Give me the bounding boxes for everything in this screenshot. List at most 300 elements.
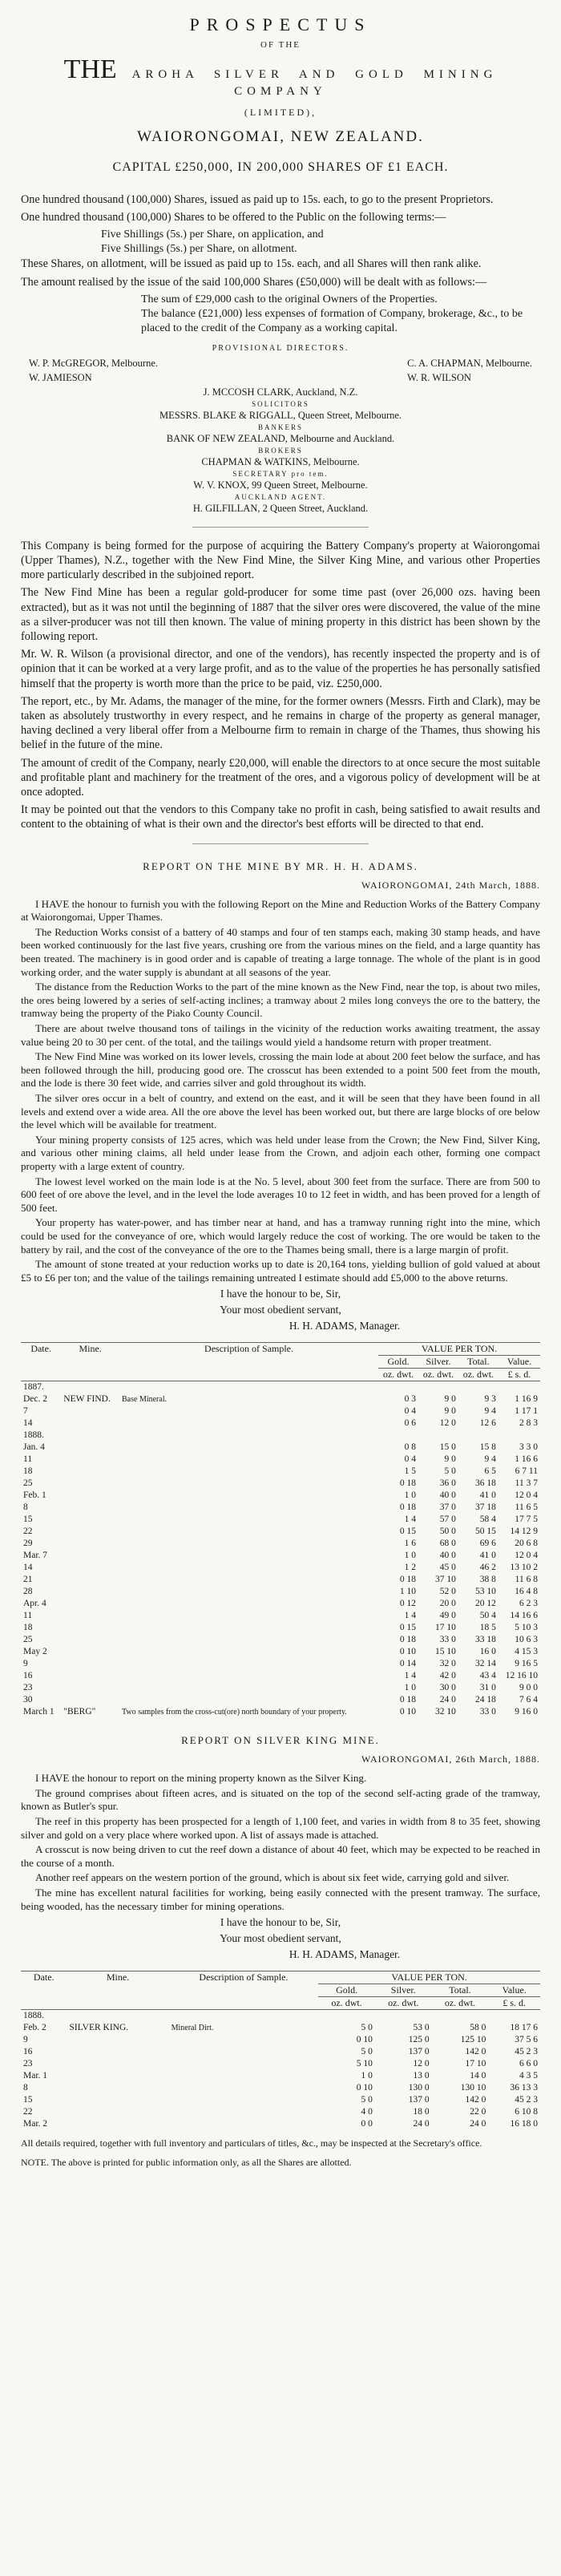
directors-right	[407, 356, 532, 385]
body-paragraph: The report, etc., by Mr. Adams, the manager of the mine, for the former owners (Messrs. Firth and Clark), may be taken as absolutely trustworthy in every respect, and he remains in charge of the property as general manager, having declined a very liberal offer from a Melbourne firm to remain in charge of the Thames, thus showing his belief in the future of the mine.	[21, 694, 540, 752]
table-cell: May 2	[23, 1647, 47, 1657]
table-cell: 45 0	[439, 1563, 456, 1573]
table-cell	[119, 1514, 378, 1526]
offer-paragraph: One hundred thousand (100,000) Shares, issued as paid up to 15s. each, to go to the present Proprietors.	[21, 193, 494, 206]
unit-label: £ s. d.	[502, 1997, 526, 2009]
report-paragraph: The lowest level worked on the main lode is at the No. 5 level, about 300 feet from the surface. There are from 500 to 600 feet of ore above the level, and in the level the lode averages 10 to 12 feet in width, and has been proved for a length of 500 feet.	[21, 1175, 540, 1214]
table-cell	[119, 1598, 378, 1610]
table-cell: 0 18	[399, 1575, 416, 1585]
table-cell: 16 18 0	[510, 2119, 538, 2129]
signature: H. H. ADAMS, Manager.	[289, 1948, 401, 1961]
table-cell	[119, 1466, 378, 1478]
table-cell: 1 16 9	[515, 1394, 538, 1405]
table-cell: 1887.	[23, 1382, 44, 1393]
column-header: Total.	[467, 1356, 490, 1368]
table-cell: 40 0	[439, 1490, 456, 1501]
table-cell: 5 10 3	[515, 1623, 538, 1633]
table-cell: 142 0	[465, 2095, 486, 2105]
table-cell	[61, 1610, 119, 1622]
table-cell: 9	[23, 1659, 28, 1669]
table-cell: 30	[23, 1695, 33, 1705]
table-cell	[119, 1622, 378, 1634]
table-cell	[119, 1670, 378, 1682]
table-cell: 1 6	[404, 1539, 416, 1549]
table-row	[21, 1466, 540, 1478]
table-cell: 45 2 3	[515, 2047, 538, 2057]
directors-heading: PROVISIONAL DIRECTORS.	[212, 343, 349, 353]
table-cell: 24 0	[439, 1695, 456, 1705]
table-cell: 16	[23, 2047, 33, 2057]
table-cell: 4 15 3	[515, 1647, 538, 1657]
table-cell: 0 6	[404, 1418, 416, 1429]
table-cell: 22	[23, 1527, 33, 1537]
directors-list	[21, 356, 540, 385]
solicitors-name: MESSRS. BLAKE & RIGGALL, Queen Street, Melbourne.	[159, 409, 402, 421]
table-cell	[61, 1454, 119, 1466]
table-cell	[169, 2106, 319, 2118]
table-cell: 20 6 8	[515, 1539, 538, 1549]
table-cell: 37 0	[439, 1502, 456, 1513]
offer-paragraph: One hundred thousand (100,000) Shares to be offered to the Public on the following terms:—	[21, 211, 446, 224]
table-cell	[61, 1381, 119, 1394]
table-row	[21, 1706, 540, 1718]
table-cell: Dec. 2	[23, 1394, 48, 1405]
table-cell	[61, 1538, 119, 1550]
table-row	[21, 1454, 540, 1466]
table-cell: 50 15	[474, 1527, 496, 1537]
director-name: W. R. WILSON	[407, 371, 471, 383]
table-cell: 7 6 4	[519, 1695, 538, 1705]
table-cell: 30 0	[439, 1683, 456, 1693]
table-cell	[119, 1574, 378, 1586]
table-cell	[119, 1586, 378, 1598]
report-paragraph: Another reef appears on the western portion of the ground, which is about six feet wide, carrying gold and silver.	[35, 1871, 510, 1884]
table-cell	[318, 2010, 375, 2023]
table-cell: 10 6 3	[515, 1635, 538, 1645]
table-cell: 7	[23, 1406, 28, 1417]
table-row	[21, 1442, 540, 1454]
table-row	[21, 1574, 540, 1586]
table-cell	[61, 1502, 119, 1514]
table-row	[21, 1670, 540, 1682]
table-row	[21, 1514, 540, 1526]
report-date: WAIORONGOMAI, 26th March, 1888.	[361, 1753, 540, 1765]
unit-label: oz. dwt.	[422, 1369, 454, 1381]
table-cell	[119, 1682, 378, 1694]
table-row	[21, 1694, 540, 1706]
table-cell: 15 0	[439, 1442, 456, 1453]
table-cell: 52 0	[439, 1587, 456, 1597]
table-cell: 12 0 4	[515, 1490, 538, 1501]
table-row	[21, 1550, 540, 1562]
table-cell: 9 3	[484, 1394, 496, 1405]
table-cell	[119, 1634, 378, 1646]
table-row	[21, 2094, 540, 2106]
table-cell	[61, 1466, 119, 1478]
table-cell: Feb. 2	[23, 2023, 46, 2033]
report-paragraph: The mine has excellent natural facilities for working, being easily connected with the present tramway. The surface, being wooded, has the necessary timber for mining operations.	[21, 1887, 540, 1912]
table-cell: 49 0	[439, 1611, 456, 1621]
table-cell: 36 18	[474, 1478, 496, 1489]
table-cell	[119, 1490, 378, 1502]
table-cell: 14 12 9	[510, 1527, 538, 1537]
table-cell	[169, 2046, 319, 2058]
table-cell: 37 18	[474, 1502, 496, 1513]
table-cell: 0 10	[399, 1647, 416, 1657]
table-cell	[119, 1405, 378, 1417]
table-cell: 58 4	[479, 1514, 496, 1525]
table-cell: 17 10	[465, 2059, 486, 2069]
signature: H. H. ADAMS, Manager.	[289, 1320, 401, 1332]
table-cell: 12 6	[479, 1418, 496, 1429]
table-cell	[67, 2118, 168, 2130]
table-cell: 0 10	[356, 2083, 373, 2093]
report-heading: REPORT ON THE MINE BY MR. H. H. ADAMS.	[143, 859, 418, 872]
table-cell: 13 10 2	[510, 1563, 538, 1573]
table-cell: 11 6 5	[515, 1502, 538, 1513]
table-cell: 4 0	[361, 2107, 373, 2117]
table-cell	[169, 2070, 319, 2082]
offer-paragraph: The amount realised by the issue of the said 100,000 Shares (£50,000) will be dealt with as follows:—	[21, 275, 487, 289]
table-cell: 16 4 8	[515, 1587, 538, 1597]
table-cell: 18	[23, 1466, 33, 1477]
table-cell: 46 2	[479, 1563, 496, 1573]
table-cell: 36 13 3	[510, 2083, 538, 2093]
report-paragraph: I HAVE the honour to report on the mining property known as the Silver King.	[35, 1772, 367, 1785]
table-cell: 53 10	[474, 1587, 496, 1597]
brokers-label: BROKERS	[258, 446, 303, 455]
company-word: GOLD	[355, 68, 408, 81]
table-cell	[61, 1562, 119, 1574]
table-cell	[119, 1417, 378, 1430]
column-header: Value.	[507, 1356, 532, 1368]
table-cell	[119, 1442, 378, 1454]
table-cell	[61, 1442, 119, 1454]
table-cell	[169, 2094, 319, 2106]
report-paragraph: The reef in this property has been prospected for a length of 1,100 feet, and varies in width from 8 to 35 feet, showing silver and gold on a very place where worked upon. A list of assays made is attached.	[21, 1815, 540, 1841]
table-row	[21, 2010, 540, 2023]
table-cell: 22 0	[470, 2107, 486, 2117]
table-cell: 43 4	[479, 1671, 496, 1681]
table-cell: 15	[23, 2095, 33, 2105]
table-cell: 0 18	[399, 1695, 416, 1705]
report-paragraph: The silver ores occur in a belt of country, and extend on the east, and it will be seen that they have been found in all levels and extend over a wide area. All the ore above the level has been worked out, but there are large blocks of ore below the level which will be available for treatment.	[21, 1091, 540, 1131]
table-cell: 0 15	[399, 1623, 416, 1633]
table-row	[21, 1646, 540, 1658]
column-header: Description of Sample.	[204, 1343, 294, 1355]
table-cell: 8	[23, 2083, 28, 2093]
table-cell: 57 0	[439, 1514, 456, 1525]
assay-table-new-find	[21, 1342, 540, 1718]
table-cell	[119, 1502, 378, 1514]
director-name: W. P. McGREGOR, Melbourne.	[29, 357, 158, 369]
table-cell: 0 12	[399, 1599, 416, 1609]
table-cell: 16 0	[479, 1647, 496, 1657]
column-header: Mine.	[79, 1343, 102, 1355]
table-cell	[119, 1658, 378, 1670]
table-cell: 2 8 3	[519, 1418, 538, 1429]
table-cell: 16	[23, 1671, 33, 1681]
table-cell: 11	[23, 1611, 33, 1621]
table-cell: 24 18	[474, 1695, 496, 1705]
table-cell: 0 18	[399, 1635, 416, 1645]
table-cell: 0 14	[399, 1659, 416, 1669]
table-row	[21, 1478, 540, 1490]
body-paragraph: The New Find Mine has been a regular gold-producer for some time past (over 26,000 ozs. having been extracted), but as it was not until the beginning of 1887 that the silver ores were discovered, the value of the mine as a silver-producer was not till then known. The value of mining property in this district has been shown by the following report.	[21, 586, 540, 644]
table-row	[21, 1586, 540, 1598]
table-row	[21, 1682, 540, 1694]
table-cell: 45 2 3	[515, 2095, 538, 2105]
body-paragraph: This Company is being formed for the purpose of acquiring the Battery Company's property at Waiorongomai (Upper Thames), N.Z., together with the New Find Mine, the Silver King Mine, and various other Properties more particularly described in the subjoined report.	[21, 539, 540, 582]
table-cell	[67, 2046, 168, 2058]
table-cell	[488, 2010, 540, 2023]
table-row	[21, 2058, 540, 2070]
table-cell: 1 0	[404, 1551, 416, 1561]
unit-label: oz. dwt.	[331, 1997, 362, 2009]
table-cell: 23	[23, 1683, 33, 1693]
table-cell: 33 0	[479, 1707, 496, 1717]
unit-label: oz. dwt.	[444, 1997, 476, 2009]
table-cell	[119, 1454, 378, 1466]
table-cell	[119, 1538, 378, 1550]
table-cell	[61, 1682, 119, 1694]
table-cell: 0 4	[404, 1454, 416, 1465]
table-row	[21, 2070, 540, 2082]
table-cell: 12 16 10	[505, 1671, 538, 1681]
table-cell	[169, 2118, 319, 2130]
table-cell	[119, 1526, 378, 1538]
table-cell: 1 4	[404, 1514, 416, 1525]
table-cell	[119, 1381, 378, 1394]
table-cell: 9 0	[444, 1406, 456, 1417]
table-cell: 18 17 6	[510, 2023, 538, 2033]
table-cell: 1 4	[404, 1671, 416, 1681]
bankers-label: BANKERS	[257, 423, 303, 431]
table-cell: 130 0	[408, 2083, 430, 2093]
table-cell	[61, 1405, 119, 1417]
table-cell: 53 0	[413, 2023, 430, 2033]
table-cell: 137 0	[408, 2047, 430, 2057]
report-paragraph: I HAVE the honour to furnish you with the following Report on the Mine and Reduction Works of the Battery Company at Waiorongomai, Upper Thames.	[21, 897, 540, 924]
table-cell: 0 10	[356, 2035, 373, 2045]
table-cell: March 1	[23, 1707, 54, 1717]
secretary-label: SECRETARY pro tem.	[232, 469, 329, 478]
column-header: Date.	[30, 1343, 51, 1355]
report-paragraph: Your property has water-power, and has timber near at hand, and has a tramway running right into the mine, which could be used for the conveyance of ore, which would largely reduce the cost of working. The ore would be taken to the battery by rail, and the cost of the conveyance of the ore to the Thames being small, there is a large margin of profit.	[21, 1216, 540, 1256]
column-header: Gold.	[336, 1984, 358, 1996]
table-cell: 13 0	[413, 2071, 430, 2081]
sign-off: Your most obedient servant,	[220, 1304, 341, 1316]
director-name: C. A. CHAPMAN, Melbourne.	[407, 357, 532, 369]
unit-label: oz. dwt.	[462, 1369, 494, 1381]
report-heading: REPORT ON SILVER KING MINE.	[181, 1734, 380, 1747]
table-row	[21, 1430, 540, 1442]
table-row	[21, 2034, 540, 2046]
table-cell: 28	[23, 1587, 33, 1597]
table-cell: 1 2	[404, 1563, 416, 1573]
table-cell: 1 4	[404, 1611, 416, 1621]
table-cell: 9 4	[484, 1406, 496, 1417]
table-cell: 6 6 0	[519, 2059, 538, 2069]
table-cell: "BERG"	[63, 1707, 96, 1717]
table-cell	[458, 1381, 498, 1394]
table-cell: 31 0	[479, 1683, 496, 1693]
table-cell: 0 15	[399, 1527, 416, 1537]
directors-left	[29, 356, 158, 385]
table-cell: 21	[23, 1575, 33, 1585]
table-cell	[169, 2058, 319, 2070]
column-header: Value.	[502, 1984, 527, 1996]
column-header: Mine.	[106, 1971, 130, 1984]
unit-label: oz. dwt.	[382, 1369, 414, 1381]
company-name	[21, 55, 540, 99]
table-cell	[61, 1670, 119, 1682]
table-cell: 11 6 8	[515, 1575, 538, 1585]
table-cell: 9 4	[484, 1454, 496, 1465]
table-cell: 69 6	[479, 1539, 496, 1549]
table-cell	[119, 1562, 378, 1574]
brokers-name: CHAPMAN & WATKINS, Melbourne.	[201, 455, 360, 467]
table-cell: 11	[23, 1454, 33, 1465]
table-row	[21, 2022, 540, 2034]
table-cell: 20 12	[474, 1599, 496, 1609]
table-cell: 17 10	[435, 1623, 456, 1633]
table-cell: 1 0	[404, 1490, 416, 1501]
table-cell: Two samples from the cross-cut(ore) north boundary of your property.	[122, 1708, 347, 1717]
table-row	[21, 1405, 540, 1417]
bankers-name: BANK OF NEW ZEALAND, Melbourne and Auckland.	[166, 432, 395, 444]
table-cell: 1888.	[23, 2011, 44, 2021]
company-word: AND	[298, 68, 340, 81]
company-word: COMPANY	[234, 85, 327, 98]
table-cell: 20 0	[439, 1599, 456, 1609]
table-cell	[67, 2058, 168, 2070]
table-cell: Mar. 1	[23, 2071, 48, 2081]
table-cell: 9 16 5	[515, 1659, 538, 1669]
footer-paragraph: All details required, together with full inventory and particulars of titles, &c., may be inspected at the Secretary's office.	[21, 2137, 482, 2149]
offer-balance: The balance (£21,000) less expenses of formation of Company, brokerage, &c., to be placed to the credit of the Company as a working capital.	[141, 307, 523, 334]
group-header: VALUE PER TON.	[421, 1343, 498, 1355]
table-row	[21, 1634, 540, 1646]
offer-term: Five Shillings (5s.) per Share, on allotment.	[101, 243, 297, 256]
table-cell	[61, 1598, 119, 1610]
divider	[192, 843, 369, 844]
table-cell: 1 0	[361, 2071, 373, 2081]
table-cell: 33 0	[439, 1635, 456, 1645]
table-cell	[169, 2082, 319, 2094]
table-cell: 9 0 0	[519, 1683, 538, 1693]
table-cell	[61, 1417, 119, 1430]
table-cell	[61, 1658, 119, 1670]
auckland-agent-name: H. GILFILLAN, 2 Queen Street, Auckland.	[192, 502, 369, 514]
table-cell: 18 0	[413, 2107, 430, 2117]
table-cell	[61, 1574, 119, 1586]
table-cell: 12 0 4	[515, 1551, 538, 1561]
body-paragraph: Mr. W. R. Wilson (a provisional director, and one of the vendors), has recently inspected the property and is of opinion that it can be worked at a very large profit, and as to the value of the properties he has personally satisfied himself that the property is worth more than the price to be paid, viz. £250,000.	[21, 648, 540, 690]
table-cell: Base Mineral.	[122, 1395, 167, 1405]
table-cell: 68 0	[439, 1539, 456, 1549]
group-header: VALUE PER TON.	[391, 1971, 467, 1984]
table-cell: 5 0	[444, 1466, 456, 1477]
offer-sum: The sum of £29,000 cash to the original Owners of the Properties.	[141, 293, 438, 305]
table-row	[21, 1598, 540, 1610]
table-cell: 1 0	[404, 1683, 416, 1693]
table-cell: 41 0	[479, 1551, 496, 1561]
table-cell	[61, 1490, 119, 1502]
table-cell	[119, 1550, 378, 1562]
table-cell: 29	[23, 1539, 33, 1549]
table-cell: 22	[23, 2107, 33, 2117]
table-cell: 5 10	[356, 2059, 373, 2069]
table-row	[21, 1658, 540, 1670]
table-cell: 33 18	[474, 1635, 496, 1645]
table-cell: 15 8	[479, 1442, 496, 1453]
table-cell	[67, 2034, 168, 2046]
report-paragraph: The Reduction Works consist of a battery of 40 stamps and four of ten stamps each, making 30 stamp heads, and have been worked continuously for the last five years, crushing ore from the various mines on the field, and a large quantity has been treated. The machinery is in good order and is capable of treating a large tonnage. The whole of the plant is in good working order, and the water supply is abundant at all seasons of the year.	[21, 925, 540, 978]
table-cell: 1 16 6	[515, 1454, 538, 1465]
footer-note: NOTE. The above is printed for public information only, as all the Shares are allotted.	[21, 2157, 352, 2169]
table-cell: 1 10	[399, 1587, 416, 1597]
table-cell: 14 0	[470, 2071, 486, 2081]
sign-off: I have the honour to be, Sir,	[220, 1916, 341, 1929]
table-cell	[61, 1430, 119, 1442]
table-cell: 12 0	[413, 2059, 430, 2069]
director-name: W. JAMIESON	[29, 371, 92, 383]
table-cell: 9 16 0	[515, 1707, 538, 1717]
table-cell: 4 3 5	[519, 2071, 538, 2081]
table-cell	[61, 1634, 119, 1646]
table-cell	[67, 2010, 168, 2023]
column-header: Date.	[33, 1971, 54, 1984]
table-cell	[375, 2010, 432, 2023]
table-cell: 23	[23, 2059, 33, 2069]
company-word: MINING	[423, 68, 498, 81]
table-cell: 15 10	[435, 1647, 456, 1657]
table-cell	[378, 1381, 418, 1394]
table-cell: 1888.	[23, 1430, 44, 1441]
report-paragraph: There are about twelve thousand tons of tailings in the vicinity of the reduction works awaiting treatment, the assay value being 20 to 30 per cent. of the total, and the tailings would yield a handsome return with proper treatment.	[21, 1022, 540, 1048]
table-cell: 50 4	[479, 1611, 496, 1621]
table-cell: Apr. 4	[23, 1599, 46, 1609]
table-cell	[61, 1694, 119, 1706]
table-cell: 0 4	[404, 1406, 416, 1417]
table-cell: 25	[23, 1635, 33, 1645]
location-heading: WAIORONGOMAI, NEW ZEALAND.	[137, 128, 424, 145]
table-row	[21, 2118, 540, 2130]
table-row	[21, 2082, 540, 2094]
limited-label: (LIMITED),	[244, 107, 317, 118]
table-cell: 24 0	[470, 2119, 486, 2129]
table-cell	[61, 1526, 119, 1538]
table-cell: 25	[23, 1478, 33, 1489]
table-cell: 137 0	[408, 2095, 430, 2105]
sign-off: Your most obedient servant,	[220, 1932, 341, 1945]
table-cell: 37 5 6	[515, 2035, 538, 2045]
table-cell: 15	[23, 1514, 33, 1525]
table-cell	[458, 1430, 498, 1442]
table-cell	[498, 1430, 540, 1442]
table-cell	[418, 1381, 458, 1394]
capital-heading: CAPITAL £250,000, IN 200,000 SHARES OF £1 EACH.	[112, 160, 449, 174]
column-header: Gold.	[387, 1356, 410, 1368]
table-cell	[432, 2010, 489, 2023]
assay-table-silver-king	[21, 1971, 540, 2130]
table-cell: Mar. 2	[23, 2119, 48, 2129]
table-cell: 11 3 7	[515, 1478, 538, 1489]
table-cell	[119, 1430, 378, 1442]
table-row	[21, 1490, 540, 1502]
table-cell: Mar. 7	[23, 1551, 48, 1561]
